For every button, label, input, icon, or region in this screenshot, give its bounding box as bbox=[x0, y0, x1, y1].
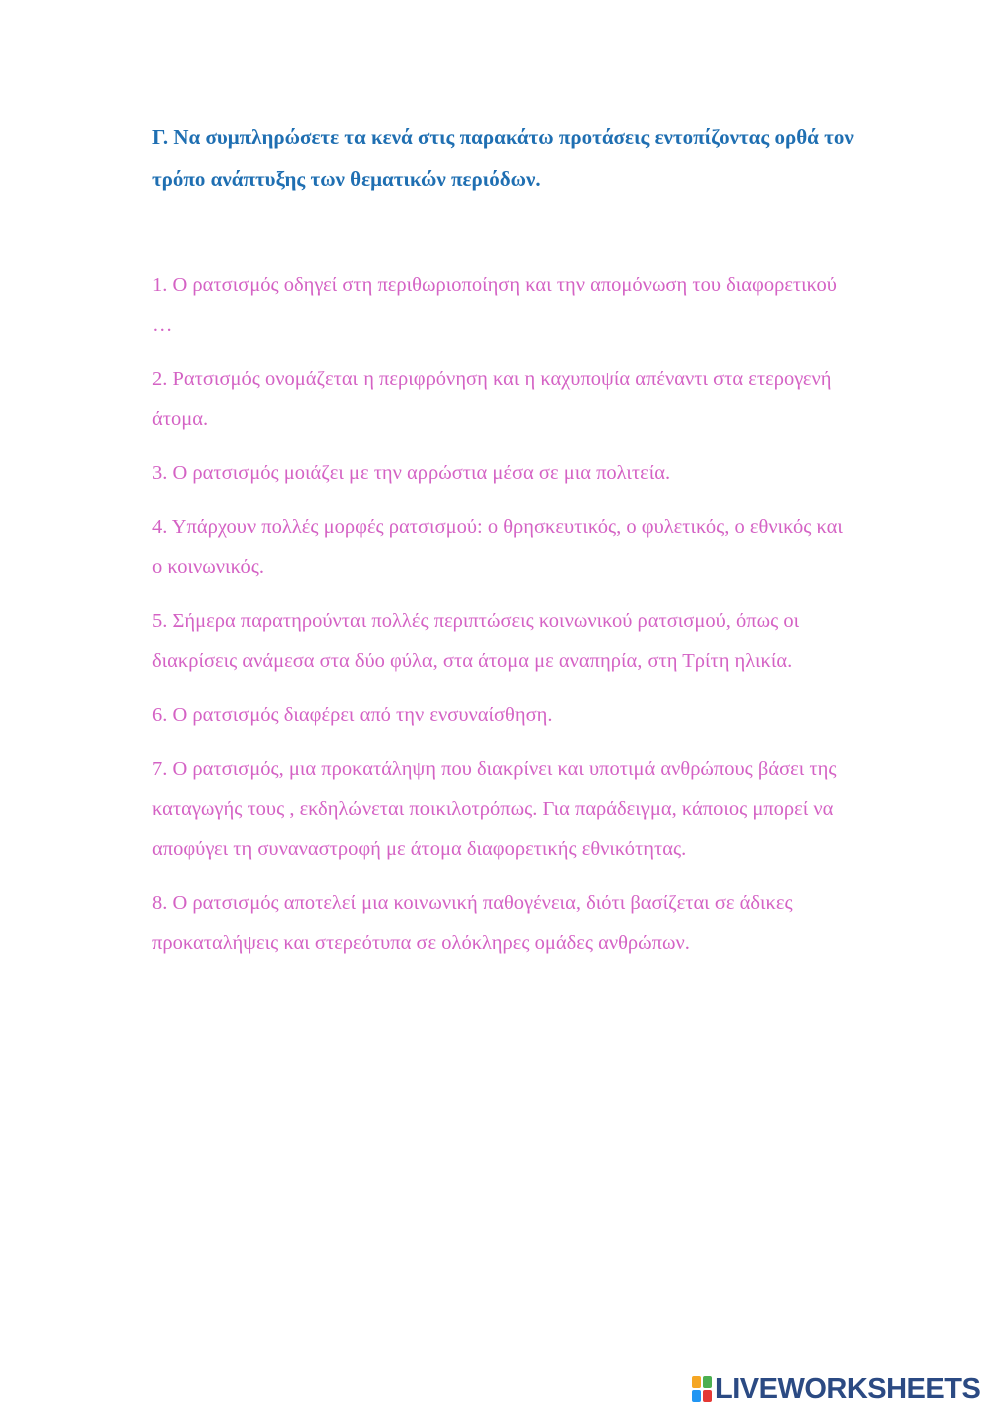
liveworksheets-logo-icon bbox=[692, 1376, 712, 1402]
sentence-item-1: 1. Ο ρατσισμός οδηγεί στη περιθωριοποίηση και την απομόνωση του διαφορετικού … bbox=[152, 274, 837, 336]
sentence-list bbox=[152, 265, 852, 977]
logo-square-4 bbox=[703, 1390, 712, 1402]
liveworksheets-watermark bbox=[692, 1374, 980, 1404]
sentence-item-2: 2. Ρατσισμός ονομάζεται η περιφρόνηση και η καχυποψία απέναντι στα ετερογενή άτομα. bbox=[152, 368, 832, 430]
logo-square-2 bbox=[703, 1376, 712, 1388]
brand-name: LIVEWORKSHEETS bbox=[715, 1373, 981, 1405]
logo-square-1 bbox=[692, 1376, 701, 1388]
sentence-item-6: 6. Ο ρατσισμός διαφέρει από την ενσυναίσθηση. bbox=[152, 704, 553, 726]
sentence-item-4: 4. Υπάρχουν πολλές μορφές ρατσισμού: ο θρησκευτικός, ο φυλετικός, ο εθνικός και ο κοινωνικός. bbox=[152, 516, 843, 578]
sentence-item-8: 8. Ο ρατσισμός αποτελεί μια κοινωνική παθογένεια, διότι βασίζεται σε άδικες προκαταλήψεις και στερεότυπα σε ολόκληρες ομάδες ανθρώπων. bbox=[152, 892, 793, 954]
exercise-instruction: Γ. Να συμπληρώσετε τα κενά στις παρακάτω προτάσεις εντοπίζοντας ορθά τον τρόπο ανάπτυξης των θεματικών περιόδων. bbox=[152, 125, 854, 191]
sentence-item-3: 3. Ο ρατσισμός μοιάζει με την αρρώστια μέσα σε μια πολιτεία. bbox=[152, 462, 671, 484]
logo-square-3 bbox=[692, 1390, 701, 1402]
sentence-item-7: 7. Ο ρατσισμός, μια προκατάληψη που διακρίνει και υποτιμά ανθρώπους βάσει της καταγωγής τους , εκδηλώνεται ποικιλοτρόπως. Για παράδειγμα, κάποιος μπορεί να αποφύγει τη συναναστροφή με άτομα διαφορετικής εθνικότητας. bbox=[152, 758, 837, 860]
sentence-item-5: 5. Σήμερα παρατηρούνται πολλές περιπτώσεις κοινωνικού ρατσισμού, όπως οι διακρίσεις ανάμεσα στα δύο φύλα, στα άτομα με αναπηρία, στη Τρίτη ηλικία. bbox=[152, 610, 800, 672]
